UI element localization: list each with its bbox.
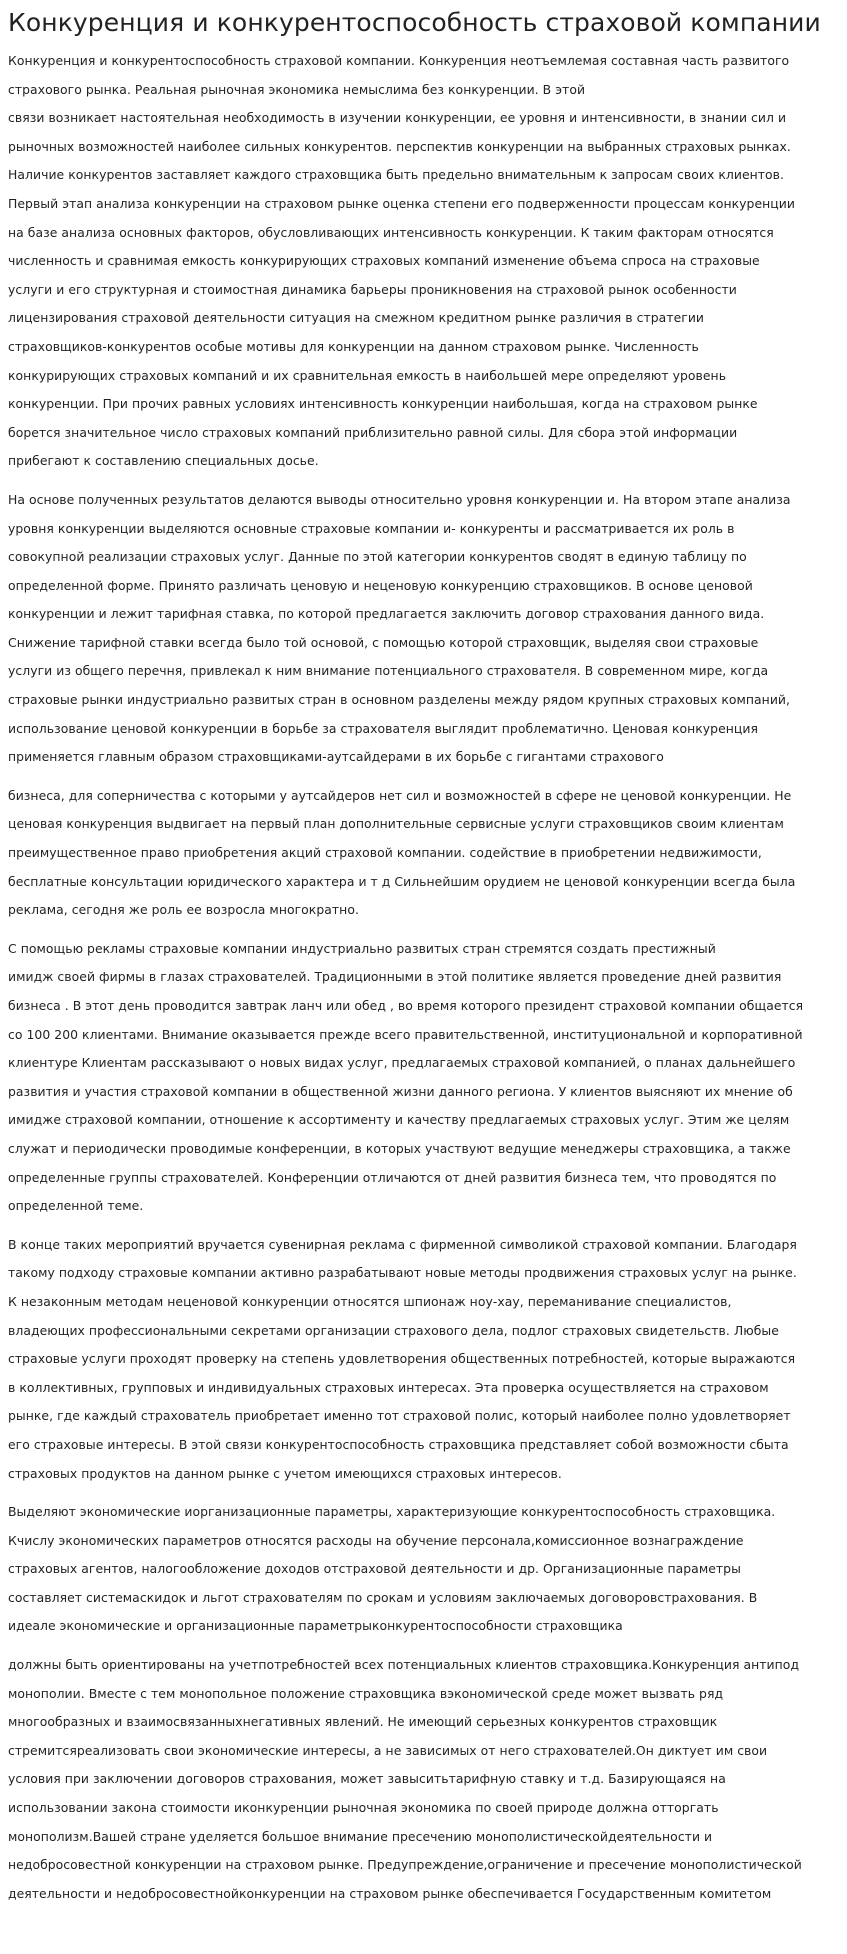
- text-line: бесплатные консультации юридического характера и т д Сильнейшим орудием не ценовой конкуренции всегда была: [8, 873, 796, 889]
- text-line: развития и участия страховой компании в общественной жизни данного региона. У клиентов выясняют их мнение об: [8, 1083, 793, 1099]
- text-line: Первый этап анализа конкуренции на страховом рынке оценка степени его подверженности процессам конкуренции: [8, 195, 795, 211]
- text-line: со 100 200 клиентами. Внимание оказывается прежде всего правительственной, институциональной и корпоративной: [8, 1026, 803, 1042]
- paragraph: [8, 1651, 839, 1908]
- text-line: стремитсяреализовать свои экономические интересы, а не зависимых от него страхователей.Он диктует им свои: [8, 1742, 768, 1758]
- text-line: Выделяют экономические иорганизационные параметры, характеризующие конкурентоспособность страховщика.: [8, 1504, 776, 1520]
- paragraph: [8, 47, 839, 476]
- text-line: использовании закона стоимости иконкуренции рыночная экономика по своей природе должна отторгать: [8, 1800, 719, 1816]
- text-line: совокупной реализации страховых услуг. Данные по этой категории конкурентов сводят в единую таблицу по: [8, 549, 747, 565]
- text-line: Снижение тарифной ставки всегда было той основой, с помощью которой страховщик, выделяя свои страховые: [8, 634, 759, 650]
- text-line: страхового рынка. Реальная рыночная экономика немыслима без конкуренции. В этой: [8, 81, 586, 97]
- text-line: услуги из общего перечня, привлекал к ним внимание потенциального страхователя. В современном мире, когда: [8, 663, 769, 679]
- text-line: ценовая конкуренция выдвигает на первый план дополнительные сервисные услуги страховщиков своим клиентам: [8, 816, 784, 832]
- paragraph: [8, 782, 839, 925]
- text-line: на базе анализа основных факторов, обусловливающих интенсивность конкуренции. К таким факторам относятся: [8, 224, 774, 240]
- text-line: определенные группы страхователей. Конференции отличаются от дней развития бизнеса тем, что проводятся по: [8, 1169, 777, 1185]
- text-line: страховые услуги проходят проверку на степень удовлетворения общественных потребностей, которые выражаются: [8, 1351, 796, 1367]
- text-line: В конце таких мероприятий вручается сувенирная реклама с фирменной символикой страховой компании. Благодаря: [8, 1236, 797, 1252]
- text-line: деятельности и недобросовестнойконкуренции на страховом рынке обеспечивается Государственным комитетом: [8, 1885, 772, 1901]
- text-line: борется значительное число страховых компаний приблизительно равной силы. Для сбора этой информации: [8, 424, 738, 440]
- text-line: монополии. Вместе с тем монопольное положение страховщика вэкономической среде может вызвать ряд: [8, 1685, 724, 1701]
- paragraph: [8, 1231, 839, 1488]
- text-line: должны быть ориентированы на учетпотребностей всех потенциальных клиентов страховщика.Конкуренция антипод: [8, 1657, 800, 1673]
- text-line: рынке, где каждый страхователь приобретает именно тот страховой полис, который наиболее полно удовлетворяет: [8, 1408, 791, 1424]
- text-line: определенной теме.: [8, 1198, 144, 1214]
- document-page: [0, 8, 847, 1908]
- text-line: преимущественное право приобретения акций страховой компании. содействие в приобретении недвижимости,: [8, 845, 762, 861]
- text-line: страховых агентов, налогообложение доходов отстраховой деятельности и др. Организационные параметры: [8, 1561, 741, 1577]
- paragraph: [8, 486, 839, 772]
- text-line: лицензирования страховой деятельности ситуация на смежном кредитном рынке различия в стратегии: [8, 310, 705, 326]
- text-line: Кчислу экономических параметров относятся расходы на обучение персонала,комиссионное вознаграждение: [8, 1532, 744, 1548]
- text-line: использование ценовой конкуренции в борьбе за страхователя выглядит проблематично. Ценовая конкуренция: [8, 720, 759, 736]
- text-line: Конкуренция и конкурентоспособность страховой компании. Конкуренция неотъемлемая составная часть развитого: [8, 53, 790, 68]
- text-line: идеале экономические и организационные параметрыконкурентоспособности страховщика: [8, 1618, 623, 1634]
- text-line: связи возникает настоятельная необходимость в изучении конкуренции, ее уровня и интенсивности, в знании сил и: [8, 110, 787, 126]
- text-line: в коллективных, групповых и индивидуальных страховых интересах. Эта проверка осуществляется на страховом: [8, 1379, 769, 1395]
- text-line: имидже страховой компании, отношение к ассортименту и качеству предлагаемых страховых услуг. Этим же целям: [8, 1112, 790, 1128]
- text-line: страховые рынки индустриально развитых стран в основном разделены между рядом крупных страховых компаний,: [8, 692, 791, 708]
- text-line: К незаконным методам неценовой конкуренции относятся шпионаж ноу-хау, переманивание специалистов,: [8, 1293, 732, 1309]
- text-line: Наличие конкурентов заставляет каждого страховщика быть предельно внимательным к запросам своих клиентов.: [8, 167, 785, 183]
- text-line: владеющих профессиональными секретами организации страхового дела, подлог страховых свидетельств. Любые: [8, 1322, 779, 1338]
- text-line: страховых продуктов на данном рынке с учетом имеющихся страховых интересов.: [8, 1465, 562, 1481]
- paragraph: [8, 935, 839, 1221]
- text-line: страховщиков-конкурентов особые мотивы для конкуренции на данном страховом рынке. Численность: [8, 338, 699, 354]
- paragraph: [8, 1498, 839, 1641]
- text-line: рыночных возможностей наиболее сильных конкурентов. перспектив конкуренции на выбранных страховых рынках.: [8, 138, 791, 154]
- text-line: определенной форме. Принято различать ценовую и неценовую конкуренцию страховщиков. В основе ценовой: [8, 577, 753, 593]
- text-line: служат и периодически проводимые конференции, в которых участвуют ведущие менеджеры страховщика, а также: [8, 1140, 791, 1156]
- text-line: прибегают к составлению специальных досье.: [8, 453, 319, 469]
- text-line: применяется главным образом страховщиками-аутсайдерами в их борьбе с гигантами страхового: [8, 749, 664, 765]
- text-line: недобросовестной конкуренции на страховом рынке. Предупреждение,ограничение и пресечение монополистической: [8, 1857, 802, 1873]
- page-title: Конкуренция и конкурентоспособность страховой компании: [8, 8, 821, 37]
- text-line: составляет системаскидок и льгот страхователям по срокам и условиям заключаемых договоровстрахования. В: [8, 1589, 758, 1605]
- text-line: такому подходу страховые компании активно разрабатывают новые методы продвижения страховых услуг на рынке.: [8, 1265, 797, 1281]
- text-line: монополизм.Вашей стране уделяется большое внимание пресечению монополистическойдеятельности и: [8, 1828, 713, 1844]
- text-line: бизнеса, для соперничества с которыми у аутсайдеров нет сил и возможностей в сфере не ценовой конкуренции. Не: [8, 787, 792, 803]
- text-line: конкурирующих страховых компаний и их сравнительная емкость в наибольшей мере определяют уровень: [8, 367, 727, 383]
- text-line: реклама, сегодня же роль ее возросла многократно.: [8, 902, 359, 918]
- text-line: имидж своей фирмы в глазах страхователей. Традиционными в этой политике является проведение дней развития: [8, 969, 782, 985]
- text-line: услуги и его структурная и стоимостная динамика барьеры проникновения на страховой рынок особенности: [8, 281, 737, 297]
- text-line: конкуренции и лежит тарифная ставка, по которой предлагается заключить договор страхования данного вида.: [8, 606, 765, 622]
- text-line: многообразных и взаимосвязанныхнегативных явлений. Не имеющий серьезных конкурентов страховщик: [8, 1714, 718, 1730]
- text-line: уровня конкуренции выделяются основные страховые компании и- конкуренты и рассматривается их роль в: [8, 520, 735, 536]
- text-line: условия при заключении договоров страхования, может завыситьтарифную ставку и т.д. Базирующаяся на: [8, 1771, 726, 1787]
- text-line: клиентуре Клиентам рассказывают о новых видах услуг, предлагаемых страховой компанией, о планах дальнейшего: [8, 1055, 796, 1071]
- article-body: [8, 47, 839, 1908]
- text-line: конкуренции. При прочих равных условиях интенсивность конкуренции наибольшая, когда на страховом рынке: [8, 396, 758, 412]
- text-line: С помощью рекламы страховые компании индустриально развитых стран стремятся создать престижный: [8, 940, 716, 956]
- text-line: численность и сравнимая емкость конкурирующих страховых компаний изменение объема спроса на страховые: [8, 253, 760, 269]
- text-line: его страховые интересы. В этой связи конкурентоспособность страховщика представляет собой возможности сбыта: [8, 1436, 789, 1452]
- text-line: бизнеса . В этот день проводится завтрак ланч или обед , во время которого президент страховой компании общается: [8, 998, 804, 1013]
- text-line: На основе полученных результатов делаются выводы относительно уровня конкуренции и. На втором этапе анализа: [8, 491, 791, 507]
